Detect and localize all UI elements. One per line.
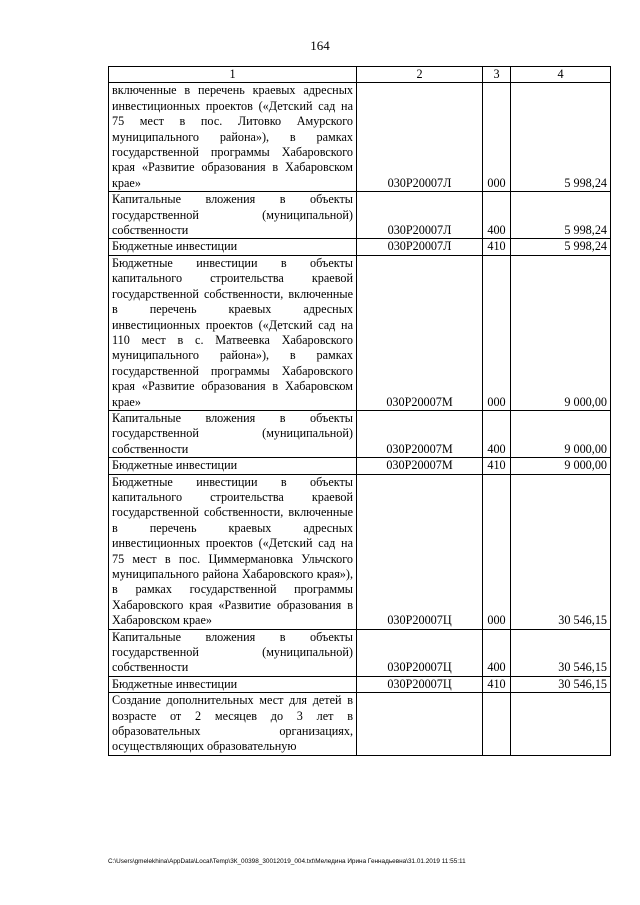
row-expense-type: 400 xyxy=(483,410,511,457)
row-target-code: 030P20007Л xyxy=(357,192,483,239)
row-amount: 9 000,00 xyxy=(511,458,611,474)
row-expense-type: 400 xyxy=(483,629,511,676)
header-col-4: 4 xyxy=(511,67,611,83)
row-expense-type: 000 xyxy=(483,83,511,192)
row-amount: 30 546,15 xyxy=(511,629,611,676)
header-col-1: 1 xyxy=(109,67,357,83)
page-number: 164 xyxy=(310,38,330,53)
row-description: Капитальные вложения в объекты государственной (муниципальной) собственности xyxy=(109,192,357,239)
table-row xyxy=(109,676,611,692)
header-row xyxy=(109,67,611,83)
table-row xyxy=(109,474,611,629)
row-description: Бюджетные инвестиции xyxy=(109,239,357,255)
table-row xyxy=(109,693,611,756)
row-target-code: 030P20007Л xyxy=(357,83,483,192)
table-row xyxy=(109,239,611,255)
table-row xyxy=(109,255,611,410)
row-amount: 9 000,00 xyxy=(511,410,611,457)
budget-table xyxy=(108,66,611,756)
row-description: Капитальные вложения в объекты государственной (муниципальной) собственности xyxy=(109,629,357,676)
row-expense-type xyxy=(483,693,511,756)
row-expense-type: 000 xyxy=(483,255,511,410)
row-expense-type: 410 xyxy=(483,458,511,474)
row-amount: 30 546,15 xyxy=(511,474,611,629)
row-target-code: 030P20007Ц xyxy=(357,676,483,692)
table-row xyxy=(109,192,611,239)
row-amount: 5 998,24 xyxy=(511,192,611,239)
row-target-code: 030P20007М xyxy=(357,255,483,410)
table-row xyxy=(109,83,611,192)
row-description: Создание дополнительных мест для детей в возрасте от 2 месяцев до 3 лет в образовательных организациях, осуществляющих образовательную xyxy=(109,693,357,756)
row-amount: 5 998,24 xyxy=(511,83,611,192)
row-target-code: 030P20007Ц xyxy=(357,474,483,629)
table-row xyxy=(109,458,611,474)
row-target-code: 030P20007М xyxy=(357,458,483,474)
row-amount: 5 998,24 xyxy=(511,239,611,255)
row-description: включенные в перечень краевых адресных инвестиционных проектов («Детский сад на 75 мест в пос. Литовко Амурского муниципального района»), в рамках государственной программы Хабаровского края «Развитие образования в Хабаровском крае» xyxy=(109,83,357,192)
row-expense-type: 410 xyxy=(483,676,511,692)
file-path-footer: C:\Users\gmelekhina\AppData\Local\Temp\3К_00398_30012019_004.txt\Меледина Ирина Геннадьевна\31.01.2019 11:55:11 xyxy=(108,858,466,865)
header-col-2: 2 xyxy=(357,67,483,83)
table-row xyxy=(109,410,611,457)
row-description: Бюджетные инвестиции xyxy=(109,676,357,692)
row-expense-type: 000 xyxy=(483,474,511,629)
row-description: Бюджетные инвестиции в объекты капитального строительства краевой государственной собственности, включенные в перечень краевых адресных инвестиционных проектов («Детский сад на 110 мест в с. Матвеевка Хабаровского муниципального района»), в рамках государственной программы Хабаровского края «Развитие образования в Хабаровском крае» xyxy=(109,255,357,410)
row-amount: 30 546,15 xyxy=(511,676,611,692)
row-expense-type: 410 xyxy=(483,239,511,255)
row-target-code: 030P20007Л xyxy=(357,239,483,255)
header-col-3: 3 xyxy=(483,67,511,83)
row-target-code: 030P20007Ц xyxy=(357,629,483,676)
row-amount xyxy=(511,693,611,756)
row-description: Бюджетные инвестиции в объекты капитального строительства краевой государственной собственности, включенные в перечень краевых адресных инвестиционных проектов («Детский сад на 75 мест в пос. Циммермановка Ульчского муниципального района Хабаровского края»), в рамках государственной программы Хабаровского края «Развитие образования в Хабаровском крае» xyxy=(109,474,357,629)
row-expense-type: 400 xyxy=(483,192,511,239)
row-description: Бюджетные инвестиции xyxy=(109,458,357,474)
row-target-code xyxy=(357,693,483,756)
row-target-code: 030P20007М xyxy=(357,410,483,457)
row-amount: 9 000,00 xyxy=(511,255,611,410)
table-row xyxy=(109,629,611,676)
row-description: Капитальные вложения в объекты государственной (муниципальной) собственности xyxy=(109,410,357,457)
